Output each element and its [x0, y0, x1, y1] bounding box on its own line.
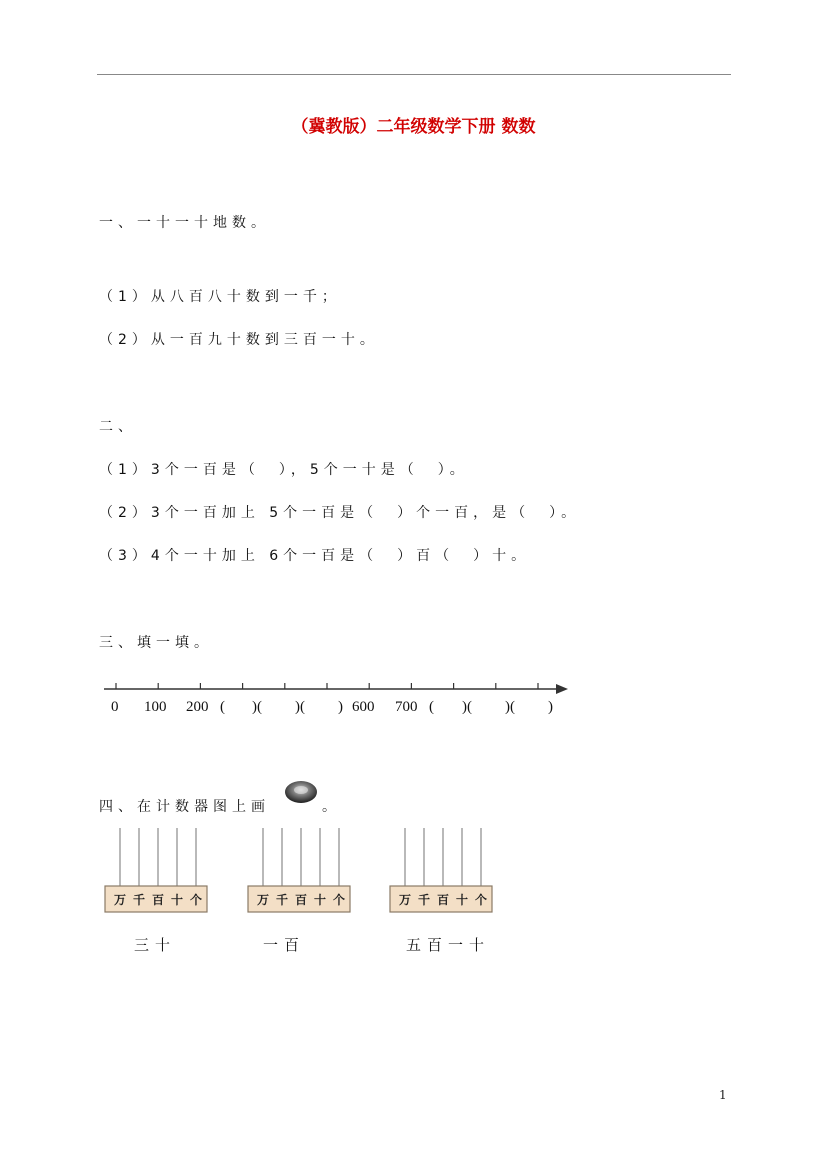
svg-text:百: 百 — [436, 893, 450, 907]
tick-label: 0 — [111, 699, 119, 715]
section3-heading: 三、填一填。 — [99, 635, 213, 651]
section1-item-1: （1）从八百八十数到一千； — [99, 289, 341, 305]
svg-text:千: 千 — [132, 893, 146, 907]
blank-close-open: )( — [295, 699, 305, 715]
section1-heading: 一、一十一十地数。 — [99, 215, 270, 231]
blank-close: ) — [548, 699, 553, 715]
section2-item-1: （1）3个一百是（ ），5个一十是（ ）。 — [99, 462, 469, 478]
svg-text:万: 万 — [256, 893, 270, 907]
number-line — [100, 676, 572, 720]
svg-text:十: 十 — [313, 893, 327, 907]
blank-close-open: )( — [462, 699, 472, 715]
blank-open: ( — [220, 699, 225, 715]
section2-item-2: （2）3个一百加上 5个一百是（ ）个一百，是（ ）。 — [99, 505, 581, 521]
svg-text:千: 千 — [275, 893, 289, 907]
svg-text:个: 个 — [332, 893, 346, 907]
abacus-rods — [120, 828, 196, 886]
number-line-labels — [111, 699, 553, 715]
number-line-arrow — [556, 684, 568, 694]
blank-close-open: )( — [505, 699, 515, 715]
section4-heading: 四、在计数器图上画 — [99, 799, 270, 815]
svg-text:千: 千 — [417, 893, 431, 907]
abacus-1-label: 三十 — [134, 936, 177, 954]
svg-text:个: 个 — [474, 893, 488, 907]
abacus-1 — [104, 826, 208, 916]
svg-text:百: 百 — [294, 893, 308, 907]
svg-text:万: 万 — [113, 893, 127, 907]
svg-text:十: 十 — [455, 893, 469, 907]
tick-label: 600 — [352, 699, 375, 715]
page-number: 1 — [719, 1088, 727, 1102]
blank-close-open: )( — [252, 699, 262, 715]
section4-heading-end: 。 — [322, 799, 341, 815]
svg-text:百: 百 — [151, 893, 165, 907]
tick-label: 100 — [144, 699, 167, 715]
blank-open: ( — [429, 699, 434, 715]
page-title: （冀教版）二年级数学下册 数数 — [291, 117, 536, 137]
svg-text:十: 十 — [170, 893, 184, 907]
tick-label: 200 — [186, 699, 209, 715]
section2-heading: 二、 — [99, 419, 137, 435]
abacus-2-label: 一百 — [263, 936, 306, 954]
svg-text:个: 个 — [189, 893, 203, 907]
abacus-rods — [263, 828, 339, 886]
blank-close: ) — [338, 699, 343, 715]
section2-item-3: （3）4个一十加上 6个一百是（ ）百（ ）十。 — [99, 548, 531, 564]
abacus-rods — [405, 828, 481, 886]
svg-text:万: 万 — [398, 893, 412, 907]
tick-label: 700 — [395, 699, 418, 715]
abacus-3 — [389, 826, 493, 916]
abacus-3-label: 五百一十 — [406, 936, 491, 954]
section1-item-2: （2）从一百九十数到三百一十。 — [99, 332, 379, 348]
number-line-ticks — [116, 683, 538, 689]
header-rule — [97, 74, 731, 75]
abacus-2 — [247, 826, 351, 916]
bead-icon — [283, 779, 319, 805]
